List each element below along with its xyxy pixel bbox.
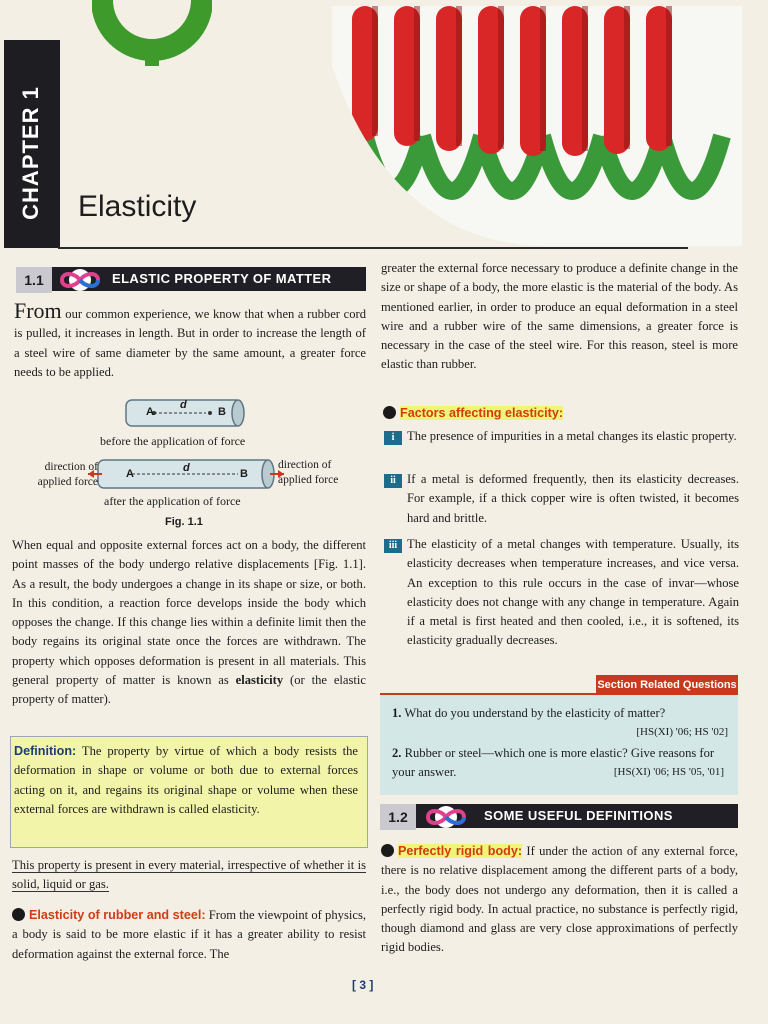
left-force-label: direction of applied force bbox=[37, 461, 98, 488]
rigid-body-paragraph bbox=[381, 842, 738, 958]
question-1-text: What do you understand by the elasticity of matter? bbox=[404, 706, 666, 720]
factor-item-1: The presence of impurities in a metal changes its elastic property. bbox=[407, 429, 737, 443]
hazard-icon bbox=[12, 908, 25, 921]
intro-paragraph bbox=[14, 298, 366, 382]
factors-heading-text: Factors affecting elasticity: bbox=[400, 406, 564, 420]
point-a-after-label: A bbox=[126, 468, 134, 480]
factor-marker-3: iii bbox=[384, 539, 402, 553]
right-top-text: greater the external force necessary to produce a definite change in the size or shape of a body, the more elastic is the material of the body. As mentioned earlier, in order to produce an equal deformation in a steel wire and a rubber wire of the same dimensions, a greater force is necessary in the case of the steel wire. For this reason, steel is more elastic than rubber. bbox=[381, 261, 738, 372]
chapter-label: CHAPTER 1 bbox=[18, 86, 43, 220]
rubber-steel-text: From the viewpoint of physics, a body is said to be more elastic if it has a greater ability to resist deformation against the external force. The bbox=[12, 908, 366, 961]
question-1 bbox=[392, 704, 732, 738]
section-2-header bbox=[380, 804, 738, 828]
rubber-steel-paragraph bbox=[12, 906, 366, 964]
hazard-icon bbox=[383, 406, 396, 419]
title-rule bbox=[58, 247, 688, 249]
distance-d-after-label: d bbox=[183, 462, 190, 474]
point-b-after-label: B bbox=[240, 468, 248, 480]
elasticity-term: elasticity bbox=[235, 673, 284, 688]
factor-item-3: The elasticity of a metal changes with temperature. Usually, its elasticity decreases when temperature increases, and vice versa. An exception to this rule occurs in the case of invar—whose elasticity does not change with any change in temperature. Again if a metal is first heated and then cooled, i.e., it is softened, its elasticity gradually decreases. bbox=[407, 537, 739, 648]
rigid-body-text: If under the action of any external force, there is no relative displacement among the different parts of a body, i.e., the body does not undergo any deformation, then it is called a perfectly rigid body. In actual practice, no substance is perfectly rigid, though diamond and glass are very close approximations of perfectly rigid bodies. bbox=[381, 844, 738, 955]
infinity-icon bbox=[56, 269, 104, 291]
property-note bbox=[12, 856, 366, 895]
section-2-title: SOME USEFUL DEFINITIONS bbox=[484, 808, 673, 823]
page-number: [ 3 ] bbox=[352, 978, 374, 992]
gear-decoration-icon bbox=[92, 0, 212, 78]
definition-label: Definition: bbox=[14, 744, 77, 758]
intro-text: our common experience, we know that when a rubber cord is pulled, it increases in length. But in order to increase the length of a steel wire of same diameter by the same amount, a greater force needs to be applied. bbox=[14, 307, 366, 379]
rubber-steel-heading: Elasticity of rubber and steel: bbox=[29, 908, 206, 922]
chapter-title: Elasticity bbox=[78, 190, 197, 223]
body-tail: (or the elastic property of matter). bbox=[12, 673, 367, 707]
distance-d-label: d bbox=[180, 399, 187, 411]
spring-hero-image bbox=[332, 6, 742, 246]
elasticity-explanation-paragraph bbox=[12, 536, 366, 710]
factor-item-2: If a metal is deformed frequently, then its elasticity decreases. For example, if a thick copper wire is often twisted, it becomes hard and brittle. bbox=[407, 472, 739, 525]
point-b-label: B bbox=[218, 406, 226, 418]
intro-first-word: From bbox=[14, 298, 62, 323]
steel-rubber-continuation bbox=[381, 259, 738, 375]
question-1-number: 1. bbox=[392, 706, 402, 720]
caption-after: after the application of force bbox=[104, 494, 241, 508]
section-1-number: 1.1 bbox=[16, 267, 52, 293]
rigid-body-heading: Perfectly rigid body: bbox=[398, 844, 523, 858]
hazard-icon bbox=[381, 844, 394, 857]
section-2-number: 1.2 bbox=[380, 804, 416, 830]
property-note-text: This property is present in every material, irrespective of whether it is solid, liquid or gas. bbox=[12, 858, 366, 892]
question-2-ref: [HS(XI) '06; HS '05, '01] bbox=[613, 766, 724, 778]
right-force-label: direction of applied force bbox=[278, 459, 339, 486]
question-2 bbox=[392, 744, 728, 782]
question-2-text: Rubber or steel—which one is more elastic? Give reasons for your answer. bbox=[392, 746, 715, 779]
factor-marker-1: i bbox=[384, 431, 402, 445]
question-1-ref: [HS(XI) '06; HS '02] bbox=[636, 726, 728, 738]
body-text: When equal and opposite external forces act on a body, the different point masses of the body undergo relative displacements [Fig. 1.1]. As a result, the body undergoes a change in its shape or size, or both. In this condition, a reaction force develops inside the body which opposes the change. If this change lies within a definite limit then the body regains its original state once the forces are withdrawn. The property which opposes deformation is present in all materials. This general property of matter is known as bbox=[12, 538, 366, 688]
section-questions-tag: Section Related Questions bbox=[596, 675, 738, 695]
point-a-label: A bbox=[146, 406, 154, 418]
chapter-tab bbox=[4, 40, 60, 248]
factor-marker-2: ii bbox=[384, 474, 402, 488]
infinity-icon bbox=[422, 806, 470, 828]
caption-before: before the application of force bbox=[100, 434, 246, 448]
section-1-header bbox=[16, 267, 366, 291]
figure-number: Fig. 1.1 bbox=[165, 516, 203, 528]
factors-heading bbox=[383, 404, 739, 423]
section-1-title: ELASTIC PROPERTY OF MATTER bbox=[112, 271, 332, 286]
question-2-number: 2. bbox=[392, 746, 402, 760]
definition-text bbox=[14, 742, 358, 820]
definition-body: The property by virtue of which a body resists the deformation in shape or volume or both due to external forces acting on it, and regains its original shape or volume when these external forces are withdrawn is called elasticity. bbox=[14, 744, 358, 817]
